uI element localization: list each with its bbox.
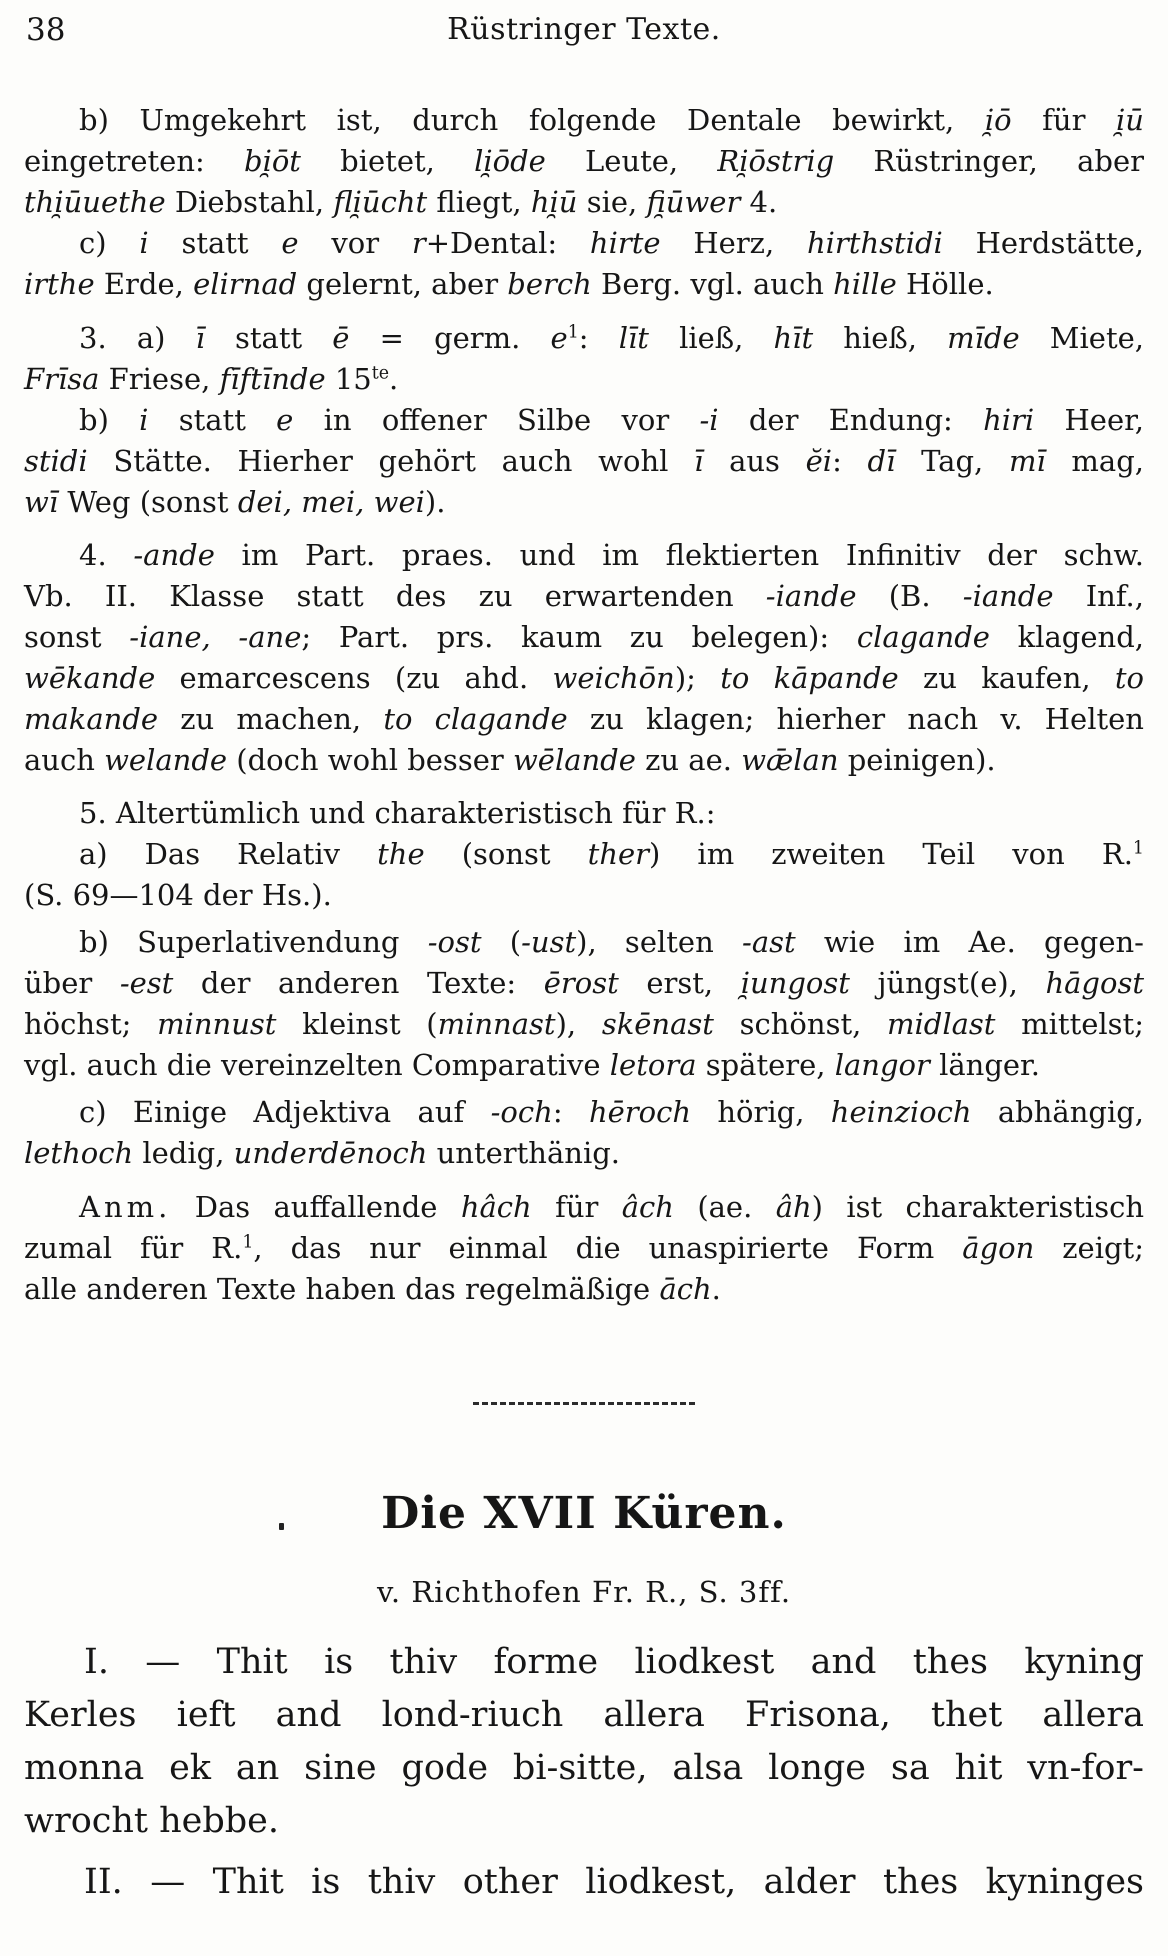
italic-term: minnust — [157, 1007, 277, 1041]
text-run: c) — [79, 226, 140, 260]
italic-term: wǣlan — [741, 743, 839, 777]
text-line — [24, 400, 1144, 441]
text-run: : — [578, 321, 619, 355]
italic-term: āch — [659, 1272, 712, 1306]
text-line — [24, 699, 1144, 740]
section-divider — [473, 1402, 695, 1405]
text-line — [24, 1856, 1144, 1909]
text-run: c) Einige Adjektiva auf — [79, 1095, 491, 1129]
italic-term: ther — [587, 837, 650, 871]
running-title: Rüstringer Texte. — [447, 12, 721, 47]
paragraph-3a — [24, 318, 1144, 400]
text-run: für — [531, 1190, 622, 1224]
italic-term: the — [377, 837, 425, 871]
superscript: 1 — [1132, 838, 1144, 859]
text-run: fliegt, — [427, 185, 531, 219]
text-run: zeigt; — [1034, 1231, 1144, 1265]
italic-term: hâch — [460, 1190, 532, 1224]
italic-term: hirthstidi — [806, 226, 943, 260]
text-run: ; Part. prs. kaum zu belegen): — [301, 620, 857, 654]
text-run: +Dental: — [425, 226, 590, 260]
text-run: zu machen, — [158, 702, 384, 736]
text-run: , das nur einmal die unaspirierte Form — [253, 1231, 963, 1265]
text-run: Weg (sonst — [58, 485, 238, 519]
text-run: Leute, — [545, 144, 718, 178]
italic-term: hille — [833, 267, 897, 301]
text-run: Miete, — [1019, 321, 1144, 355]
paragraph-4-ande — [24, 535, 1144, 781]
text-line — [24, 1269, 1144, 1310]
paragraph-5b — [24, 922, 1144, 1086]
italic-term: -iande — [765, 579, 857, 613]
text-line — [24, 482, 1144, 523]
text-line — [24, 182, 1144, 223]
text-line — [24, 1092, 1144, 1133]
text-line — [24, 1742, 1144, 1795]
italic-term: berch — [507, 267, 592, 301]
text-run: peinigen). — [838, 743, 996, 777]
paragraph-kest-2 — [24, 1856, 1144, 1909]
source-note: v. Richthofen Fr. R., S. 3ff. — [376, 1575, 792, 1609]
paragraph-5c — [24, 1092, 1144, 1174]
italic-term: wēlande — [512, 743, 636, 777]
paragraph-5-altertuemlich — [24, 793, 1144, 834]
italic-term: i̯ū — [1116, 103, 1144, 137]
italic-term: Ri̯ōstrig — [717, 144, 835, 178]
text-line — [24, 223, 1144, 264]
text-run: statt — [148, 403, 277, 437]
paragraph-kest-1 — [24, 1636, 1144, 1848]
text-run: abhängig, — [971, 1095, 1144, 1129]
text-run: der Endung: — [718, 403, 984, 437]
text-run: 15 — [325, 362, 372, 396]
superscript: 1 — [242, 1232, 254, 1253]
text-run: Anm. — [79, 1190, 172, 1224]
text-line — [24, 1004, 1144, 1045]
text-run: jüngst(e), — [849, 966, 1046, 1000]
text-run: Inf., — [1053, 579, 1144, 613]
italic-term: thi̯ūuethe — [24, 185, 166, 219]
italic-term: fi̯ūwer — [646, 185, 741, 219]
text-run: Vb. II. Klasse statt des zu erwartenden — [24, 579, 766, 613]
text-run: ); — [674, 661, 721, 695]
text-run: = germ. — [349, 321, 551, 355]
text-run: (ae. — [673, 1190, 776, 1224]
text-run: spätere, — [696, 1048, 835, 1082]
ink-speck — [279, 1523, 284, 1530]
italic-term: wī — [24, 485, 59, 519]
italic-term: -och — [490, 1095, 553, 1129]
italic-term: fli̯ūcht — [333, 185, 428, 219]
text-run: monna ek an sine gode bi-sitte, alsa longe sa hit vn-for- — [24, 1748, 1144, 1788]
text-run: statt — [204, 321, 333, 355]
text-run: II. — Thit is thiv other liodkest, alder thes kyninges — [84, 1862, 1144, 1902]
text-run: (doch wohl besser — [227, 743, 513, 777]
italic-term: ērost — [543, 966, 619, 1000]
text-line — [24, 1133, 1144, 1174]
italic-term: mīde — [947, 321, 1020, 355]
text-line — [24, 264, 1144, 305]
text-run: eingetreten: — [24, 144, 244, 178]
text-run: Herdstätte, — [942, 226, 1144, 260]
text-line — [24, 535, 1144, 576]
italic-term: -ost — [427, 925, 482, 959]
italic-term: mī — [1008, 444, 1046, 478]
italic-term: e — [276, 403, 294, 437]
text-run: : — [832, 444, 868, 478]
italic-term: āgon — [962, 1231, 1035, 1265]
italic-term: ĕi — [805, 444, 833, 478]
text-run: b) — [79, 403, 140, 437]
italic-term: hēroch — [588, 1095, 692, 1129]
italic-term: -est — [119, 966, 174, 1000]
italic-term: stidi — [24, 444, 88, 478]
italic-term: âh — [775, 1190, 812, 1224]
text-run: Das auffallende — [171, 1190, 461, 1224]
italic-term: ī — [195, 321, 205, 355]
italic-term: -i — [699, 403, 719, 437]
paragraph-5a — [24, 834, 1144, 916]
italic-term: i̯ō — [984, 103, 1012, 137]
text-line — [24, 441, 1144, 482]
text-run: Stätte. Hierher gehört auch wohl — [87, 444, 695, 478]
text-run: Diebstahl, — [165, 185, 334, 219]
italic-term: clagande — [856, 620, 990, 654]
italic-term: e — [550, 321, 568, 355]
text-run: Kerles ieft and lond-riuch allera Frisona, thet allera — [24, 1695, 1144, 1735]
text-run: (S. 69—104 der Hs.). — [24, 878, 332, 912]
text-run: . — [711, 1272, 721, 1306]
text-run: über — [24, 966, 120, 1000]
text-run: mag, — [1045, 444, 1144, 478]
italic-term: li̯ōde — [474, 144, 546, 178]
paragraph-3b — [24, 400, 1144, 523]
text-run: zu ae. — [635, 743, 742, 777]
italic-term: heinzioch — [830, 1095, 972, 1129]
text-line — [24, 100, 1144, 141]
text-line — [24, 740, 1144, 781]
text-run: im Part. praes. und im flektierten Infinitiv der schw. — [214, 538, 1144, 572]
text-run: sie, — [577, 185, 647, 219]
italic-term: e — [281, 226, 299, 260]
italic-term: wēkande — [24, 661, 156, 695]
text-line — [24, 617, 1144, 658]
italic-term: -ande — [133, 538, 215, 572]
italic-term: hirte — [589, 226, 661, 260]
italic-term: lethoch — [24, 1136, 134, 1170]
text-run: gelernt, aber — [297, 267, 508, 301]
text-run: Heer, — [1034, 403, 1144, 437]
text-run: in offener Silbe vor — [293, 403, 700, 437]
italic-term: hi̯ū — [530, 185, 578, 219]
italic-term: makande — [24, 702, 159, 736]
text-run: Tag, — [895, 444, 1009, 478]
text-run: b) Superlativendung — [79, 925, 428, 959]
italic-term: bi̯ōt — [244, 144, 301, 178]
text-run: Rüstringer, aber — [834, 144, 1144, 178]
paragraph-c-dental — [24, 223, 1144, 305]
text-line — [24, 1187, 1144, 1228]
italic-term: Frīsa — [24, 362, 100, 396]
text-run: Herz, — [660, 226, 807, 260]
text-run: 3. a) — [79, 321, 196, 355]
text-run: alle anderen Texte haben das regelmäßige — [24, 1272, 660, 1306]
text-run: ( — [481, 925, 522, 959]
text-run: bietet, — [300, 144, 475, 178]
italic-term: to kāpande — [720, 661, 899, 695]
text-run: ), selten — [576, 925, 743, 959]
text-run: hieß, — [813, 321, 948, 355]
text-line — [24, 793, 1144, 834]
text-run: zu klagen; hierher nach v. Helten — [567, 702, 1144, 736]
text-line — [24, 359, 1144, 400]
text-run: : — [552, 1095, 589, 1129]
text-run: b) Umgekehrt ist, durch folgende Dentale bewirkt, — [79, 103, 985, 137]
text-run: schönst, — [713, 1007, 888, 1041]
text-run: 4. — [79, 538, 134, 572]
text-run: 4. — [740, 185, 778, 219]
text-run: statt — [148, 226, 282, 260]
text-run: vor — [298, 226, 412, 260]
italic-term: dei, mei, wei — [237, 485, 425, 519]
text-run: zu kaufen, — [898, 661, 1115, 695]
text-run: der anderen Texte: — [173, 966, 544, 1000]
italic-term: skēnast — [601, 1007, 714, 1041]
superscript: te — [371, 363, 390, 384]
text-run: ledig, — [133, 1136, 234, 1170]
italic-term: -ast — [742, 925, 796, 959]
superscript: 1 — [567, 322, 579, 343]
text-line — [24, 963, 1144, 1004]
text-run: (B. — [856, 579, 963, 613]
text-run: auch — [24, 743, 105, 777]
italic-term: ī — [694, 444, 704, 478]
text-run: I. — Thit is thiv forme liodkest and thes kyning — [84, 1642, 1144, 1682]
text-run: mittelst; — [995, 1007, 1144, 1041]
text-line — [24, 576, 1144, 617]
text-line — [24, 1636, 1144, 1689]
italic-term: hīt — [773, 321, 814, 355]
text-run: emarcescens (zu ahd. — [155, 661, 553, 695]
text-run: für — [1011, 103, 1117, 137]
italic-term: -iane, -ane — [129, 620, 302, 654]
text-run: kleinst ( — [276, 1007, 438, 1041]
grammar-text-block — [24, 100, 1144, 1310]
italic-term: -ust — [521, 925, 577, 959]
section-title: Die XVII Küren. — [381, 1488, 787, 1539]
italic-term: elirnad — [193, 267, 298, 301]
text-run: Erde, — [94, 267, 194, 301]
text-run: sonst — [24, 620, 130, 654]
page-header — [24, 10, 1144, 58]
text-line — [24, 1795, 1144, 1848]
text-line — [24, 318, 1144, 359]
paragraph-anm — [24, 1187, 1144, 1310]
text-run: klagend, — [989, 620, 1144, 654]
text-run: ) im zweiten Teil von R. — [649, 837, 1133, 871]
text-run: Hölle. — [896, 267, 994, 301]
italic-term: i — [139, 403, 149, 437]
text-run: a) Das Relativ — [79, 837, 378, 871]
text-line — [24, 141, 1144, 182]
text-line — [24, 922, 1144, 963]
italic-term: -iande — [962, 579, 1054, 613]
italic-term: to clagande — [383, 702, 568, 736]
text-line — [24, 1689, 1144, 1742]
text-run: ). — [424, 485, 446, 519]
text-line — [24, 834, 1144, 875]
italic-term: i — [139, 226, 149, 260]
text-run: ), — [555, 1007, 602, 1041]
italic-term: welande — [104, 743, 228, 777]
text-run: Berg. vgl. auch — [591, 267, 834, 301]
text-run: 5. Altertümlich und charakteristisch für R.: — [79, 796, 716, 830]
text-run: ) ist charakteristisch — [811, 1190, 1145, 1224]
text-run: hörig, — [691, 1095, 831, 1129]
italic-term: irthe — [24, 267, 95, 301]
text-run: wie im Ae. gegen- — [795, 925, 1144, 959]
text-run: vgl. auch die vereinzelten Comparative — [24, 1048, 610, 1082]
text-line — [24, 658, 1144, 699]
italic-term: midlast — [887, 1007, 996, 1041]
paragraph-b-umgekehrt — [24, 100, 1144, 223]
italic-term: r — [411, 226, 426, 260]
italic-term: underdēnoch — [233, 1136, 428, 1170]
text-run: unterthänig. — [427, 1136, 620, 1170]
italic-term: weichōn — [552, 661, 675, 695]
text-run: . — [389, 362, 399, 396]
text-line — [24, 875, 1144, 916]
italic-term: minnast — [437, 1007, 556, 1041]
text-run: zumal für R. — [24, 1231, 243, 1265]
italic-term: fīftīnde — [219, 362, 326, 396]
text-line — [24, 1045, 1144, 1086]
italic-term: hiri — [983, 403, 1035, 437]
italic-term: to — [1114, 661, 1144, 695]
section-heading-block — [24, 1489, 1144, 1609]
text-run: aus — [703, 444, 806, 478]
italic-term: i̯ungost — [740, 966, 850, 1000]
italic-term: langor — [834, 1048, 930, 1082]
kueren-text-block — [24, 1636, 1144, 1909]
italic-term: līt — [618, 321, 649, 355]
text-run: (sonst — [424, 837, 588, 871]
italic-term: letora — [609, 1048, 697, 1082]
italic-term: dī — [867, 444, 896, 478]
italic-term: âch — [621, 1190, 674, 1224]
text-run: höchst; — [24, 1007, 158, 1041]
text-run: länger. — [929, 1048, 1040, 1082]
italic-term: hāgost — [1045, 966, 1144, 1000]
page-number: 38 — [26, 12, 66, 48]
text-run: erst, — [618, 966, 741, 1000]
text-run: wrocht hebbe. — [24, 1801, 279, 1841]
italic-term: ē — [332, 321, 350, 355]
text-line — [24, 1228, 1144, 1269]
text-run: Friese, — [99, 362, 220, 396]
text-run: ließ, — [648, 321, 774, 355]
